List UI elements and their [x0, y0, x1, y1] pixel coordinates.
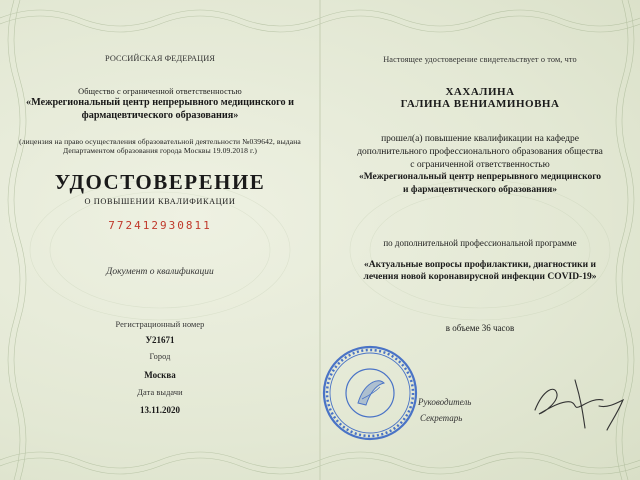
- right-page: [320, 0, 640, 480]
- org-name-line1: «Межрегиональный центр непрерывного медицинского и: [26, 97, 294, 108]
- license-line1: (лицензия на право осуществления образовательной деятельности №039642, выдана: [19, 137, 301, 146]
- holder-name: ГАЛИНА ВЕНИАМИНОВНА: [400, 98, 560, 110]
- training-line2: дополнительного профессионального образования общества: [357, 147, 603, 157]
- hours: в объеме 36 часов: [445, 323, 515, 333]
- signature: [525, 370, 635, 435]
- program-line2: лечения новой коронавирусной инфекции COVID-19»: [363, 272, 597, 282]
- document-title: УДОСТОВЕРЕНИЕ: [54, 170, 266, 194]
- issue-date-label: Дата выдачи: [137, 388, 183, 397]
- intro-text: Настоящее удостоверение свидетельствует о том, что: [383, 55, 577, 64]
- head-label: Руководитель: [418, 397, 472, 407]
- org-line2: и фармацевтического образования»: [403, 185, 557, 195]
- issue-date: 13.11.2020: [139, 405, 180, 415]
- reg-number: У21671: [145, 335, 175, 345]
- training-line1: прошел(а) повышение квалификации на кафедре: [381, 134, 579, 144]
- serial-number: 772412930811: [108, 219, 212, 232]
- org-type: Общество с ограниченной ответственностью: [78, 87, 242, 96]
- training-line3: с ограниченной ответственностью: [410, 160, 550, 170]
- reg-number-label: Регистрационный номер: [115, 320, 205, 329]
- document-subtitle: О ПОВЫШЕНИИ КВАЛИФИКАЦИИ: [84, 197, 236, 206]
- official-stamp: [320, 343, 420, 443]
- org-line1: «Межрегиональный центр непрерывного медицинского: [358, 172, 602, 182]
- program-line1: «Актуальные вопросы профилактики, диагностики и: [364, 260, 596, 270]
- city-label: Город: [149, 352, 171, 361]
- secretary-label: Секретарь: [420, 413, 463, 423]
- city: Москва: [144, 370, 176, 380]
- program-intro: по дополнительной профессиональной программе: [383, 238, 577, 248]
- org-name-line2: фармацевтического образования»: [81, 110, 239, 121]
- doc-type: Документ о квалификации: [106, 267, 214, 277]
- country-label: РОССИЙСКАЯ ФЕДЕРАЦИЯ: [105, 54, 215, 63]
- holder-surname: ХАХАЛИНА: [445, 86, 515, 98]
- license-line2: Департаментом образования города Москвы 19.09.2018 г.): [63, 146, 257, 155]
